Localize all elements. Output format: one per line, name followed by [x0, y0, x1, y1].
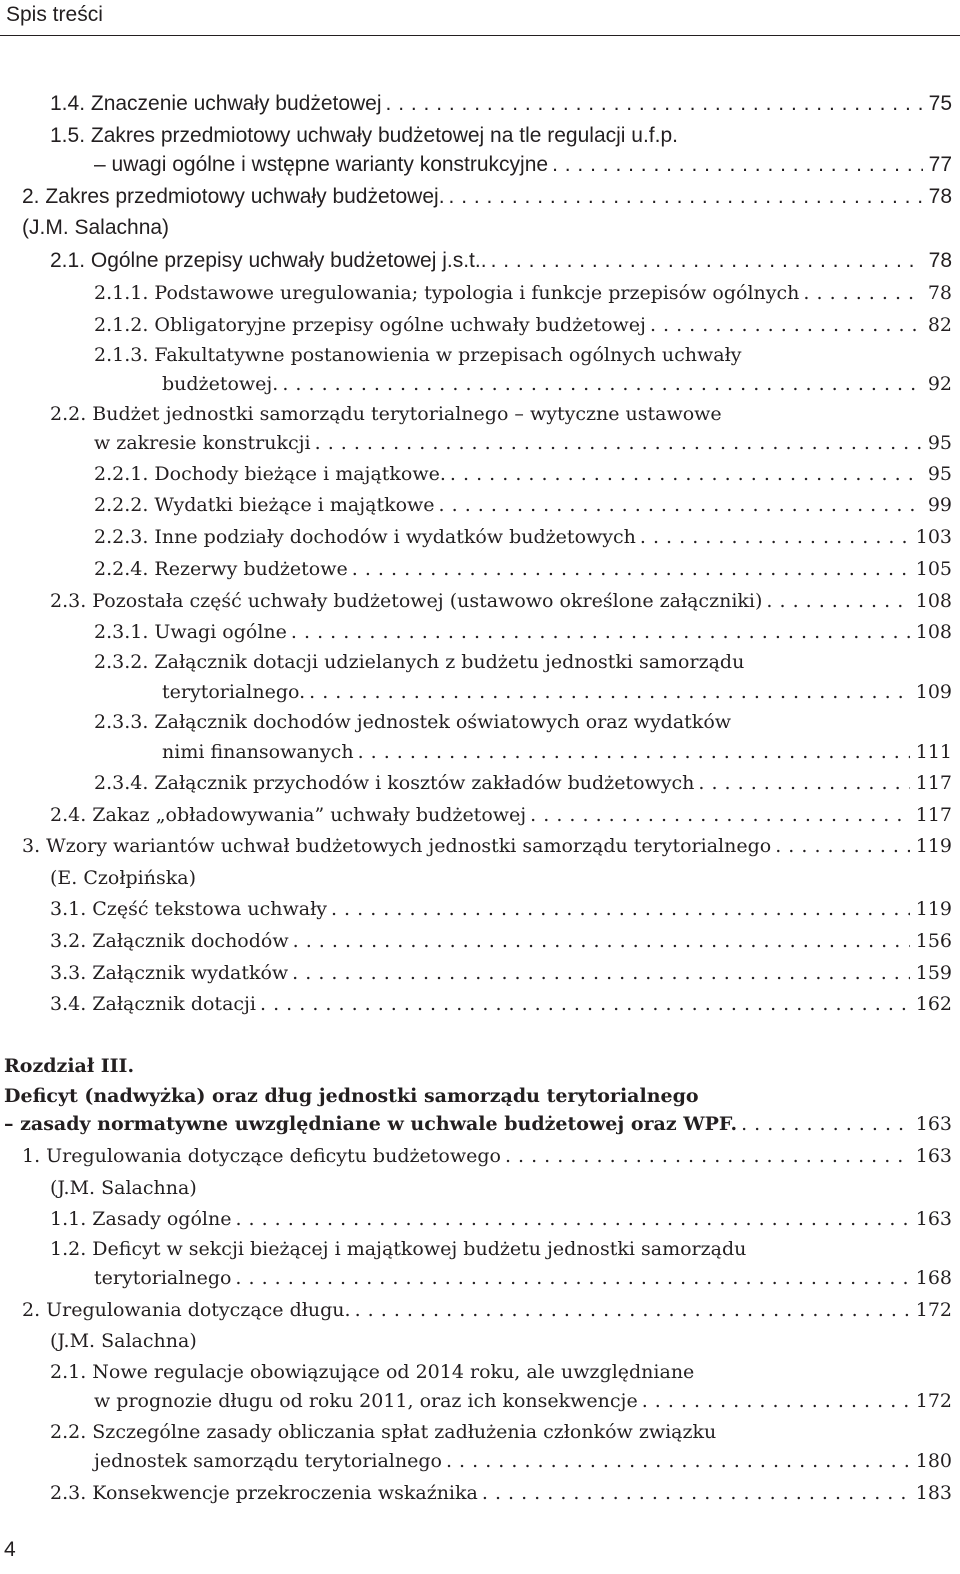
toc-entry-title: 1.5. Zakres przedmiotowy uchwały budżetowej na tle regulacji u.f.p.	[50, 124, 678, 147]
toc-entry[interactable]	[50, 926, 952, 956]
dot-leader	[260, 989, 910, 1019]
toc-entry-title: 3.2. Załącznik dochodów	[50, 930, 289, 952]
toc-entry-title: 3.1. Część tekstowa uchwały	[50, 898, 327, 920]
page-number: 4	[4, 1538, 16, 1561]
toc-entry[interactable]	[50, 586, 952, 616]
toc-entry[interactable]	[94, 150, 952, 180]
dot-leader	[650, 310, 922, 340]
toc-entry[interactable]	[50, 89, 952, 119]
toc-entry[interactable]	[94, 459, 952, 489]
dot-leader	[552, 150, 923, 180]
toc-entry-page: 95	[927, 432, 952, 454]
dot-leader	[446, 1446, 910, 1476]
toc-entry-title: nimi finansowanych	[162, 741, 354, 763]
toc-entry[interactable]	[22, 831, 952, 861]
dot-leader	[352, 554, 910, 584]
toc-entry[interactable]	[162, 677, 952, 707]
toc-entry-page: 117	[915, 772, 952, 794]
toc-entry-title: 2.2.1. Dochody bieżące i majątkowe.	[94, 463, 446, 485]
toc-entry-title: 2.2. Budżet jednostki samorządu terytorialnego – wytyczne ustawowe	[50, 403, 722, 425]
dot-leader	[315, 428, 922, 458]
toc-entry-title: 2.1.3. Fakultatywne postanowienia w przepisach ogólnych uchwały	[94, 344, 742, 366]
toc-entry[interactable]	[4, 1109, 952, 1139]
toc-entry-page: 78	[928, 185, 952, 208]
toc-entry-page: 180	[915, 1450, 952, 1472]
dot-leader	[355, 1295, 910, 1325]
toc-entry[interactable]	[50, 399, 952, 429]
dot-leader	[449, 182, 923, 212]
toc-entry-page: 163	[915, 1145, 952, 1167]
toc-entry-title: terytorialnego.	[162, 681, 306, 703]
toc-entry-page: 172	[915, 1299, 952, 1321]
toc-entry-title: 2.1.2. Obligatoryjne przepisy ogólne uchwały budżetowej	[94, 314, 646, 336]
toc-entry-title: 1. Uregulowania dotyczące deficytu budżetowego	[22, 1145, 501, 1167]
dot-leader	[642, 1386, 910, 1416]
toc-entry[interactable]	[94, 522, 952, 552]
toc-entry-page: 77	[928, 153, 952, 176]
toc-entry-title: 2.1. Nowe regulacje obowiązujące od 2014 roku, ale uwzględniane	[50, 1361, 695, 1383]
toc-entry[interactable]	[50, 1478, 952, 1508]
dot-leader	[235, 1204, 909, 1234]
dot-leader	[640, 522, 910, 552]
toc-entry-title: 2. Uregulowania dotyczące długu.	[22, 1299, 351, 1321]
toc-entry-title: 2.3. Pozostała część uchwały budżetowej (ustawowo określone załączniki)	[50, 590, 763, 612]
toc-entry-page: 172	[915, 1390, 952, 1412]
dot-leader	[491, 246, 923, 276]
dot-leader	[358, 737, 910, 767]
dot-leader	[766, 586, 909, 616]
dot-leader	[386, 89, 923, 119]
toc-entry-title: 2.2.3. Inne podziały dochodów i wydatków budżetowych	[94, 526, 636, 548]
dot-leader	[530, 800, 910, 830]
toc-entry-page: 108	[915, 590, 952, 612]
toc-entry-title: – uwagi ogólne i wstępne warianty konstrukcyjne	[94, 153, 549, 176]
dot-leader	[292, 958, 910, 988]
toc-entry-author	[50, 863, 450, 893]
chapter-title	[4, 1081, 952, 1111]
toc-entry[interactable]	[94, 768, 952, 798]
toc-entry-page: 108	[915, 621, 952, 643]
toc-entry[interactable]	[94, 340, 952, 370]
toc-entry-title: w zakresie konstrukcji	[94, 432, 311, 454]
dot-leader	[293, 926, 910, 956]
toc-entry-title: jednostek samorządu terytorialnego	[94, 1450, 442, 1472]
toc-entry-page: 82	[927, 314, 952, 336]
toc-entry-author	[50, 1173, 450, 1203]
toc-entry-title: budżetowej.	[162, 373, 279, 395]
toc-entry-page: 95	[927, 463, 952, 485]
toc-entry-page: 117	[915, 804, 952, 826]
toc-entry-title: 2.1.1. Podstawowe uregulowania; typologia i funkcje przepisów ogólnych	[94, 282, 800, 304]
toc-entry[interactable]	[94, 707, 952, 737]
toc-entry-page: 109	[915, 681, 952, 703]
toc-entry-author-text: (J.M. Salachna)	[50, 1330, 197, 1352]
toc-entry-author-text: (E. Czołpińska)	[50, 867, 196, 889]
chapter-label-text: Rozdział III.	[4, 1055, 135, 1077]
toc-entry[interactable]	[94, 1386, 952, 1416]
toc-entry[interactable]	[22, 182, 952, 212]
toc-entry-title: 2.4. Zakaz „obładowywania” uchwały budżetowej	[50, 804, 527, 826]
toc-entry-title: 2.2.2. Wydatki bieżące i majątkowe	[94, 494, 435, 516]
toc-entry[interactable]	[50, 121, 952, 151]
toc-entry[interactable]	[162, 737, 952, 767]
toc-entry-page: 156	[915, 930, 952, 952]
toc-entry-page: 78	[927, 282, 952, 304]
toc-entry[interactable]	[94, 1263, 952, 1293]
toc-entry-title: 3.3. Załącznik wydatków	[50, 962, 289, 984]
toc-entry[interactable]	[94, 647, 952, 677]
toc-entry-author	[22, 213, 422, 243]
toc-entry[interactable]	[50, 246, 952, 276]
toc-entry[interactable]	[50, 989, 952, 1019]
toc-entry-title: terytorialnego	[94, 1267, 232, 1289]
toc-entry-page: 168	[915, 1267, 952, 1289]
toc-entry[interactable]	[50, 1204, 952, 1234]
toc-entry-title: 1.4. Znaczenie uchwały budżetowej	[50, 92, 382, 115]
dot-leader	[331, 894, 910, 924]
toc-entry[interactable]	[94, 428, 952, 458]
toc-entry-page: 99	[927, 494, 952, 516]
toc-entry-author	[50, 1326, 450, 1356]
toc-entry-page: 183	[915, 1482, 952, 1504]
dot-leader	[235, 1263, 909, 1293]
toc-entry-page: 78	[928, 249, 952, 272]
toc-entry[interactable]	[94, 310, 952, 340]
toc-entry[interactable]	[50, 958, 952, 988]
toc-entry-author-text: (J.M. Salachna)	[50, 1177, 197, 1199]
toc-entry[interactable]	[162, 369, 952, 399]
toc-entry-page: 75	[928, 92, 952, 115]
toc-entry-title: 2. Zakres przedmiotowy uchwały budżetowej.	[22, 185, 445, 208]
toc-entry-title: 1.2. Deficyt w sekcji bieżącej i majątkowej budżetu jednostki samorządu	[50, 1238, 747, 1260]
toc-entry-title: 2.3.4. Załącznik przychodów i kosztów zakładów budżetowych	[94, 772, 695, 794]
toc-entry[interactable]	[50, 800, 952, 830]
toc-entry[interactable]	[50, 894, 952, 924]
toc-entry-page: 162	[915, 993, 952, 1015]
dot-leader	[291, 617, 910, 647]
toc-entry-page: 159	[915, 962, 952, 984]
toc-entry-title: 2.3. Konsekwencje przekroczenia wskaźnika	[50, 1482, 478, 1504]
toc-entry-title: 2.2. Szczególne zasady obliczania spłat zadłużenia członków związku	[50, 1421, 717, 1443]
dot-leader	[741, 1109, 910, 1139]
chapter-label	[4, 1051, 504, 1081]
toc-entry-author-text: (J.M. Salachna)	[22, 216, 170, 239]
toc-entry-page: 103	[915, 526, 952, 548]
toc-entry-title: 2.3.3. Załącznik dochodów jednostek oświatowych oraz wydatków	[94, 711, 732, 733]
dot-leader	[282, 369, 921, 399]
toc-entry-title: 3. Wzory wariantów uchwał budżetowych jednostki samorządu terytorialnego	[22, 835, 772, 857]
toc-entry[interactable]	[22, 1141, 952, 1171]
toc-entry-page: 105	[915, 558, 952, 580]
toc-entry[interactable]	[94, 490, 952, 520]
toc-entry-title: w prognozie długu od roku 2011, oraz ich konsekwencje	[94, 1390, 638, 1412]
dot-leader	[505, 1141, 910, 1171]
toc-entry[interactable]	[50, 1357, 952, 1387]
toc-entry[interactable]	[94, 554, 952, 584]
dot-leader	[450, 459, 922, 489]
dot-leader	[309, 677, 910, 707]
toc-entry-title: 2.3.2. Załącznik dotacji udzielanych z budżetu jednostki samorządu	[94, 651, 745, 673]
toc-entry-title: 2.2.4. Rezerwy budżetowe	[94, 558, 348, 580]
dot-leader	[803, 278, 921, 308]
toc-entry-title: 1.1. Zasady ogólne	[50, 1208, 232, 1230]
toc-entry-page: 163	[915, 1113, 952, 1135]
toc-entry-page: 119	[915, 835, 952, 857]
toc-entry-page: 163	[915, 1208, 952, 1230]
toc-entry[interactable]	[94, 278, 952, 308]
toc-entry[interactable]	[94, 617, 952, 647]
toc-entry-title: 3.4. Załącznik dotacji	[50, 993, 257, 1015]
toc-entry-page: 111	[915, 741, 952, 763]
toc-entry[interactable]	[22, 1295, 952, 1325]
toc-entry-title: 2.3.1. Uwagi ogólne	[94, 621, 287, 643]
toc-entry[interactable]	[50, 1234, 952, 1264]
toc-entry[interactable]	[94, 1446, 952, 1476]
dot-leader	[775, 831, 910, 861]
toc-entry-page: 119	[915, 898, 952, 920]
chapter-title-text: Deficyt (nadwyżka) oraz dług jednostki samorządu terytorialnego	[4, 1085, 699, 1107]
dot-leader	[439, 490, 922, 520]
toc-entry-title: – zasady normatywne uwzględniane w uchwale budżetowej oraz WPF.	[4, 1113, 738, 1135]
running-head-title: Spis treści	[6, 3, 103, 26]
dot-leader	[698, 768, 909, 798]
dot-leader	[482, 1478, 910, 1508]
toc-entry-title: 2.1. Ogólne przepisy uchwały budżetowej j.s.t..	[50, 249, 487, 272]
toc-entry[interactable]	[50, 1417, 952, 1447]
toc-entry-page: 92	[927, 373, 952, 395]
